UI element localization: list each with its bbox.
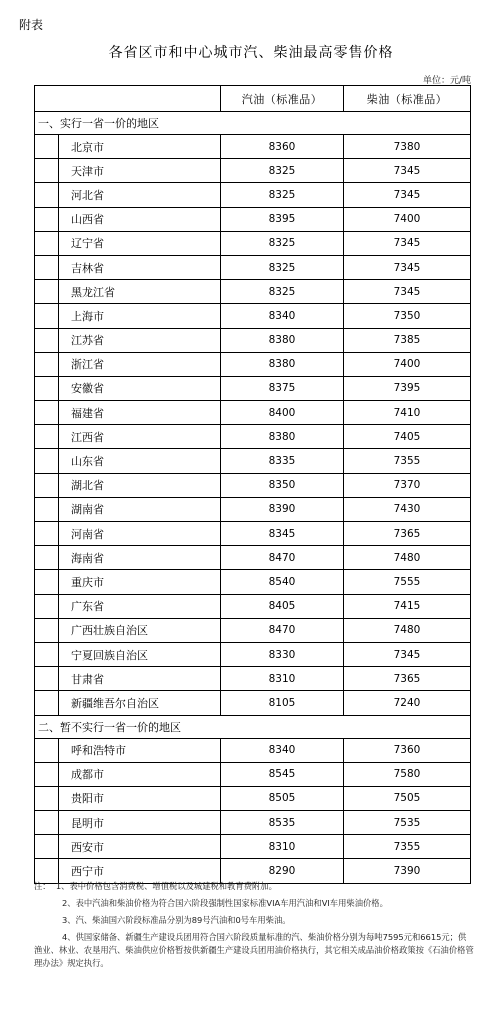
region-name: 湖北省 bbox=[59, 473, 221, 497]
indent-cell bbox=[35, 304, 59, 328]
section-row bbox=[35, 715, 471, 738]
footnotes bbox=[34, 880, 474, 974]
table-row bbox=[35, 762, 471, 786]
indent-cell bbox=[35, 642, 59, 666]
region-name: 呼和浩特市 bbox=[59, 738, 221, 762]
region-name: 广东省 bbox=[59, 594, 221, 618]
gasoline-price: 8340 bbox=[221, 304, 344, 328]
unit-label: 单位：元/吨 bbox=[422, 76, 471, 86]
indent-cell bbox=[35, 691, 59, 715]
table-row bbox=[35, 497, 471, 521]
region-name: 广西壮族自治区 bbox=[59, 618, 221, 642]
note-label: 注： bbox=[34, 881, 51, 891]
indent-cell bbox=[35, 449, 59, 473]
gasoline-price: 8335 bbox=[221, 449, 344, 473]
table-row bbox=[35, 159, 471, 183]
diesel-price: 7360 bbox=[344, 738, 471, 762]
table-row bbox=[35, 522, 471, 546]
table-row bbox=[35, 473, 471, 497]
region-name: 江西省 bbox=[59, 425, 221, 449]
page-title: 各省区市和中心城市汽、柴油最高零售价格 bbox=[108, 45, 394, 61]
region-name: 成都市 bbox=[59, 762, 221, 786]
gasoline-price: 8470 bbox=[221, 618, 344, 642]
gasoline-price: 8380 bbox=[221, 352, 344, 376]
diesel-price: 7365 bbox=[344, 667, 471, 691]
diesel-price: 7345 bbox=[344, 642, 471, 666]
table-row bbox=[35, 642, 471, 666]
diesel-price: 7345 bbox=[344, 255, 471, 279]
table-row bbox=[35, 618, 471, 642]
table-row bbox=[35, 594, 471, 618]
indent-cell bbox=[35, 352, 59, 376]
gasoline-price: 8395 bbox=[221, 207, 344, 231]
indent-cell bbox=[35, 594, 59, 618]
diesel-price: 7415 bbox=[344, 594, 471, 618]
region-name: 贵阳市 bbox=[59, 786, 221, 810]
gasoline-price: 8330 bbox=[221, 642, 344, 666]
diesel-price: 7240 bbox=[344, 691, 471, 715]
gasoline-price: 8340 bbox=[221, 738, 344, 762]
region-name: 吉林省 bbox=[59, 255, 221, 279]
region-name: 河北省 bbox=[59, 183, 221, 207]
indent-cell bbox=[35, 231, 59, 255]
diesel-price: 7505 bbox=[344, 786, 471, 810]
indent-cell bbox=[35, 207, 59, 231]
price-table bbox=[34, 85, 471, 884]
gasoline-price: 8325 bbox=[221, 280, 344, 304]
gasoline-price: 8350 bbox=[221, 473, 344, 497]
region-name: 湖南省 bbox=[59, 497, 221, 521]
region-name: 江苏省 bbox=[59, 328, 221, 352]
gasoline-price: 8325 bbox=[221, 183, 344, 207]
gasoline-price: 8505 bbox=[221, 786, 344, 810]
region-name: 甘肃省 bbox=[59, 667, 221, 691]
diesel-price: 7345 bbox=[344, 183, 471, 207]
diesel-price: 7395 bbox=[344, 376, 471, 400]
indent-cell bbox=[35, 376, 59, 400]
gasoline-price: 8380 bbox=[221, 425, 344, 449]
gasoline-price: 8400 bbox=[221, 401, 344, 425]
indent-cell bbox=[35, 835, 59, 859]
indent-cell bbox=[35, 522, 59, 546]
diesel-price: 7345 bbox=[344, 159, 471, 183]
gasoline-price: 8325 bbox=[221, 231, 344, 255]
gasoline-price: 8375 bbox=[221, 376, 344, 400]
gasoline-price: 8535 bbox=[221, 811, 344, 835]
table-row bbox=[35, 328, 471, 352]
indent-cell bbox=[35, 183, 59, 207]
table-row bbox=[35, 835, 471, 859]
indent-cell bbox=[35, 811, 59, 835]
diesel-price: 7345 bbox=[344, 280, 471, 304]
gasoline-price: 8310 bbox=[221, 667, 344, 691]
gasoline-price: 8470 bbox=[221, 546, 344, 570]
gasoline-price: 8310 bbox=[221, 835, 344, 859]
table-row bbox=[35, 691, 471, 715]
table-row bbox=[35, 401, 471, 425]
diesel-price: 7400 bbox=[344, 207, 471, 231]
section-row bbox=[35, 112, 471, 135]
region-name: 辽宁省 bbox=[59, 231, 221, 255]
indent-cell bbox=[35, 135, 59, 159]
diesel-price: 7555 bbox=[344, 570, 471, 594]
region-name: 山西省 bbox=[59, 207, 221, 231]
region-name: 宁夏回族自治区 bbox=[59, 642, 221, 666]
gasoline-price: 8325 bbox=[221, 159, 344, 183]
section-title: 一、实行一省一价的地区 bbox=[35, 112, 471, 135]
indent-cell bbox=[35, 546, 59, 570]
region-name: 上海市 bbox=[59, 304, 221, 328]
table-row bbox=[35, 352, 471, 376]
diesel-price: 7385 bbox=[344, 328, 471, 352]
table-row bbox=[35, 786, 471, 810]
diesel-price: 7390 bbox=[344, 859, 471, 883]
table-row bbox=[35, 738, 471, 762]
indent-cell bbox=[35, 425, 59, 449]
table-row bbox=[35, 231, 471, 255]
indent-cell bbox=[35, 762, 59, 786]
gasoline-price: 8105 bbox=[221, 691, 344, 715]
section-title: 二、暂不实行一省一价的地区 bbox=[35, 715, 471, 738]
header-row bbox=[35, 86, 471, 112]
table-row bbox=[35, 135, 471, 159]
diesel-price: 7370 bbox=[344, 473, 471, 497]
table-row bbox=[35, 570, 471, 594]
region-name: 西安市 bbox=[59, 835, 221, 859]
indent-cell bbox=[35, 328, 59, 352]
indent-cell bbox=[35, 667, 59, 691]
note-2: 2、表中汽油和柴油价格为符合国六阶段强制性国家标准VIA车用汽油和VI车用柴油价格。 bbox=[62, 898, 388, 908]
header-diesel: 柴油（标准品） bbox=[344, 86, 471, 112]
region-name: 天津市 bbox=[59, 159, 221, 183]
indent-cell bbox=[35, 401, 59, 425]
note-1: 注： 1、表中价格包含消费税、增值税以及城建税和教育费附加。 bbox=[34, 881, 277, 891]
diesel-price: 7355 bbox=[344, 835, 471, 859]
diesel-price: 7405 bbox=[344, 425, 471, 449]
indent-cell bbox=[35, 255, 59, 279]
indent-cell bbox=[35, 786, 59, 810]
region-name: 浙江省 bbox=[59, 352, 221, 376]
diesel-price: 7380 bbox=[344, 135, 471, 159]
diesel-price: 7400 bbox=[344, 352, 471, 376]
region-name: 昆明市 bbox=[59, 811, 221, 835]
indent-cell bbox=[35, 618, 59, 642]
diesel-price: 7580 bbox=[344, 762, 471, 786]
table-row bbox=[35, 183, 471, 207]
note-3: 3、汽、柴油国六阶段标准品分别为89号汽油和0号车用柴油。 bbox=[62, 915, 291, 925]
gasoline-price: 8380 bbox=[221, 328, 344, 352]
table-row bbox=[35, 207, 471, 231]
indent-cell bbox=[35, 473, 59, 497]
gasoline-price: 8405 bbox=[221, 594, 344, 618]
gasoline-price: 8360 bbox=[221, 135, 344, 159]
header-gasoline: 汽油（标准品） bbox=[221, 86, 344, 112]
region-name: 山东省 bbox=[59, 449, 221, 473]
indent-cell bbox=[35, 159, 59, 183]
table-row bbox=[35, 425, 471, 449]
region-name: 安徽省 bbox=[59, 376, 221, 400]
region-name: 河南省 bbox=[59, 522, 221, 546]
diesel-price: 7365 bbox=[344, 522, 471, 546]
gasoline-price: 8390 bbox=[221, 497, 344, 521]
table-row bbox=[35, 376, 471, 400]
diesel-price: 7480 bbox=[344, 618, 471, 642]
table-row bbox=[35, 811, 471, 835]
indent-cell bbox=[35, 738, 59, 762]
region-name: 福建省 bbox=[59, 401, 221, 425]
gasoline-price: 8345 bbox=[221, 522, 344, 546]
note-4: 4、供国家储备、新疆生产建设兵团用符合国六阶段质量标准的汽、柴油价格分别为每吨7595元和6615元；供渔业、林业、农垦用汽、柴油供应价格暂按供新疆生产建设兵团用油价格执行，其它相关成品油价格政策按《石油价格管理办法》规定执行。 bbox=[34, 932, 474, 968]
region-name: 重庆市 bbox=[59, 570, 221, 594]
indent-cell bbox=[35, 497, 59, 521]
table-row bbox=[35, 546, 471, 570]
diesel-price: 7355 bbox=[344, 449, 471, 473]
diesel-price: 7345 bbox=[344, 231, 471, 255]
gasoline-price: 8545 bbox=[221, 762, 344, 786]
attachment-label: 附表 bbox=[19, 18, 44, 32]
region-name: 西宁市 bbox=[59, 859, 221, 883]
gasoline-price: 8325 bbox=[221, 255, 344, 279]
table-row bbox=[35, 449, 471, 473]
diesel-price: 7535 bbox=[344, 811, 471, 835]
table-row bbox=[35, 304, 471, 328]
diesel-price: 7430 bbox=[344, 497, 471, 521]
region-name: 新疆维吾尔自治区 bbox=[59, 691, 221, 715]
table-row bbox=[35, 667, 471, 691]
region-name: 黑龙江省 bbox=[59, 280, 221, 304]
indent-cell bbox=[35, 570, 59, 594]
table-row bbox=[35, 280, 471, 304]
region-name: 海南省 bbox=[59, 546, 221, 570]
gasoline-price: 8290 bbox=[221, 859, 344, 883]
diesel-price: 7410 bbox=[344, 401, 471, 425]
diesel-price: 7350 bbox=[344, 304, 471, 328]
gasoline-price: 8540 bbox=[221, 570, 344, 594]
header-empty-cell bbox=[35, 86, 221, 112]
diesel-price: 7480 bbox=[344, 546, 471, 570]
region-name: 北京市 bbox=[59, 135, 221, 159]
table-row bbox=[35, 255, 471, 279]
indent-cell bbox=[35, 280, 59, 304]
